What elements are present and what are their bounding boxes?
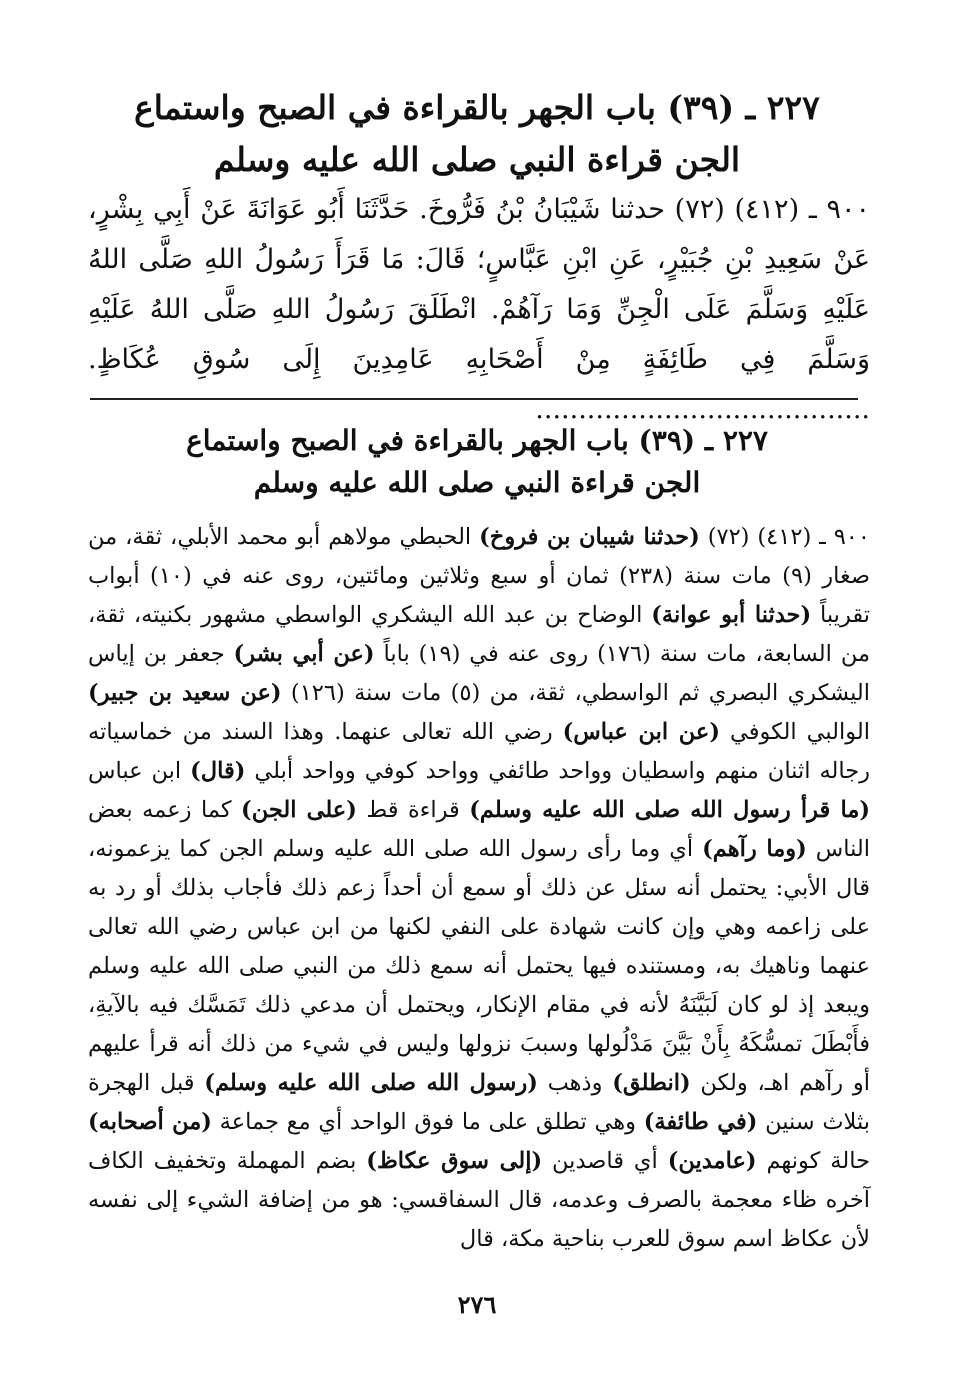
commentary-text: أي قاصدين [542,1148,668,1174]
quoted-phrase: (قال) [190,758,246,784]
quoted-phrase: (ما قرأ رسول الله صلى الله عليه وسلم) [469,797,871,823]
commentary-title [90,420,864,504]
quoted-phrase: (إلى سوق عكاظ) [366,1148,543,1174]
quoted-phrase: (وما رآهم) [702,836,807,862]
quoted-phrase: (من أصحابه) [88,1109,212,1135]
quoted-phrase: (في طائفة) [643,1109,758,1135]
commentary-text: كما زعمه بعض الناس [88,797,870,862]
chapter-title-line-2: الجن قراءة النبي صلى الله عليه وسلم [213,140,741,179]
commentary-text: قبل الهجرة بثلاث سنين [88,1070,870,1135]
commentary-text: وذهب [537,1070,613,1096]
commentary-text: الوالبي الكوفي [720,719,870,745]
commentary-paragraph [88,518,870,1259]
commentary-text: رضي الله تعالى عنهما. وهذا السند من خماسياته رجاله اثنان منهم واسطيان وواحد طائفي وواحد كوفي وواحد أبلي [88,719,871,784]
commentary-text: الحبطي مولاهم أبو محمد الأبلي، ثقة، من صغار (٩) مات سنة (٢٣٨) ثمان أو سبع وثلاثين ومائتين، روى عنه في (١٠) أبواب تقريباً [88,524,871,628]
quoted-phrase: (عامدين) [667,1148,757,1174]
quoted-phrase: (حدثنا شيبان بن فروخ) [479,524,700,550]
commentary-text: جعفر بن إياس اليشكري البصري ثم الواسطي، ثقة، من (٥) مات سنة (١٢٦) [88,641,870,706]
commentary-title-line-2: الجن قراءة النبي صلى الله عليه وسلم [253,466,701,499]
quoted-phrase: (انطلق) [612,1070,691,1096]
hadith-text: ٩٠٠ ـ (٤١٢) (٧٢) حدثنا شَيْبَانُ بْنُ فَرُّوخَ. حَدَّثَنَا أَبُو عَوَانَةَ عَنْ أَبِي بِشْرٍ، عَنْ سَعِيدِ بْنِ جُبَيْرٍ، عَنِ ابْنِ عَبَّاسٍ؛ قَالَ: مَا قَرَأَ رَسُولُ اللهِ صَلَّى اللهُ عَلَيْهِ وَسَلَّمَ عَلَى الْجِنِّ وَمَا رَآهُمْ. انْطَلَقَ رَسُولُ اللهِ صَلَّى اللهُ عَلَيْهِ وَسَلَّمَ فِي طَائِفَةٍ مِنْ أَصْحَابِهِ عَامِدِينَ إِلَى سُوقِ عُكَاظٍ. [88,194,870,375]
commentary-text-block [88,518,870,1259]
quoted-phrase: (عن سعيد بن جبير) [88,680,282,706]
commentary-title-line-1: ٢٢٧ ـ (٣٩) باب الجهر بالقراءة في الصبح واستماع [186,424,768,457]
commentary-text: حالة كونهم [756,1148,870,1174]
quoted-phrase: (حدثنا أبو عوانة) [651,602,812,628]
commentary-text: الوضاح بن عبد الله اليشكري الواسطي مشهور بكنيته، ثقة، من السابعة، مات سنة (١٧٦) روى عنه في (١٩) باباً [88,602,870,667]
page-number: ٢٧٦ [457,1290,497,1319]
commentary-text: ٩٠٠ ـ (٤١٢) (٧٢) [699,524,870,550]
hadith-ellipsis: ....................................... [535,394,870,425]
commentary-text: قراءة قط [356,797,470,823]
commentary-text: ابن عباس [88,758,191,784]
quoted-phrase: (رسول الله صلى الله عليه وسلم) [204,1070,538,1096]
chapter-title [90,82,864,186]
chapter-title-line-1: ٢٢٧ ـ (٣٩) باب الجهر بالقراءة في الصبح واستماع [134,88,820,127]
quoted-phrase: (عن أبي بشر) [233,641,375,667]
section-divider [90,398,858,400]
commentary-text: وهي تطلق على ما فوق الواحد أي مع جماعة [211,1109,644,1135]
commentary-text: أي وما رأى رسول الله صلى الله عليه وسلم الجن كما يزعمونه، قال الأبي: يحتمل أنه سئل عن ذلك أو سمع أن أحداً زعم ذلك فأجاب بذلك أو رد به على زاعمه وهي وإن كانت شهادة على النفي لكنها من ابن عباس رضي الله تعالى عنهما وناهيك به، ومستنده فيها يحتمل أنه سمع ذلك من النبي صلى الله عليه وسلم ويبعد إذ لو كان لَبَيَّنَهُ لأنه في مقام الإنكار، ويحتمل أن مدعي ذلك تَمَسَّك فيه بالآيةِ، فأَبْطَلَ تمسُّكَهُ بِأَنْ بَيَّنَ مَدْلُولها وسببَ نزولها وليس في شيء من ذلك أنه قرأ عليهم أو رآهم اهـ، ولكن [88,836,870,1096]
quoted-phrase: (على الجن) [241,797,357,823]
quoted-phrase: (عن ابن عباس) [562,719,720,745]
commentary-text: بضم المهملة وتخفيف الكاف آخره ظاء معجمة بالصرف وعدمه، قال السفاقسي: هو من إضافة الشيء إلى نفسه لأن عكاظ اسم سوق للعرب بناحية مكة، قال [88,1148,870,1252]
